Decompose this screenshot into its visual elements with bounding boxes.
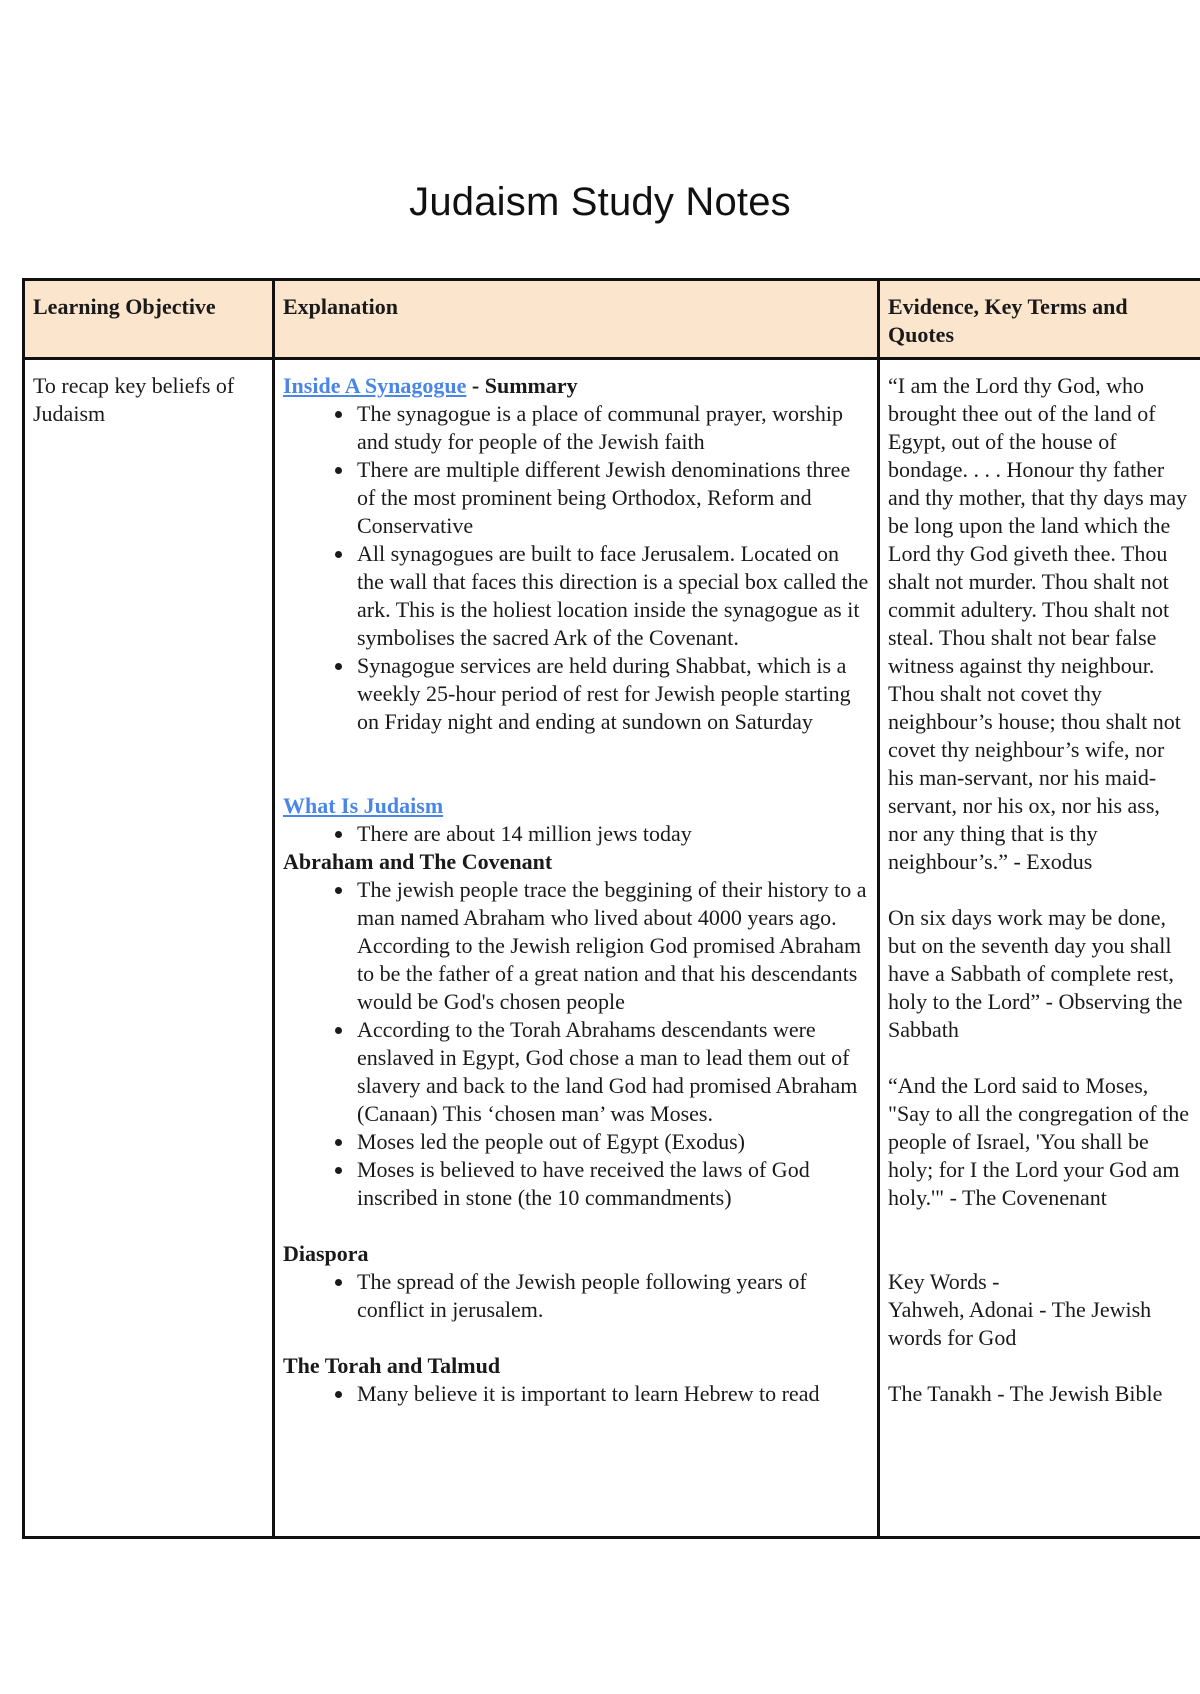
abraham-bullets [283,876,869,1212]
diaspora-bullets [283,1268,869,1324]
list-item: • Synagogue services are held during Shabbat, which is a weekly 25-hour period of rest for Jewish people starting on Friday night and ending at sundown on Saturday [355,652,869,736]
covenant-quote: “And the Lord said to Moses, "Say to all the congregation of the people of Israel, 'You shall be holy; for I the Lord your God am holy.'" - The Covenenant [888,1073,1190,1210]
header-learning-objective: Learning Objective [24,280,274,359]
torah-bullets [283,1380,869,1408]
torah-heading: The Torah and Talmud [283,1353,501,1378]
list-item: • The synagogue is a place of communal prayer, worship and study for people of the Jewish faith [355,400,869,456]
synagogue-bullets [283,400,869,736]
key-words-label: Key Words - [888,1269,1000,1294]
list-item: • There are about 14 million jews today [355,820,869,848]
list-item: • Many believe it is important to learn Hebrew to read [355,1380,869,1408]
table-row [24,359,1200,1538]
explanation-cell [274,359,879,1538]
list-item: • There are multiple different Jewish denominations three of the most prominent being Orthodox, Reform and Conservative [355,456,869,540]
summary-label: - Summary [466,373,578,398]
sabbath-quote: On six days work may be done, but on the seventh day you shall have a Sabbath of complete rest, holy to the Lord” - Observing the Sabbath [888,905,1183,1042]
list-item: • Moses led the people out of Egypt (Exodus) [355,1128,869,1156]
list-item: • Moses is believed to have received the laws of God inscribed in stone (the 10 commandments) [355,1156,869,1212]
abraham-heading: Abraham and The Covenant [283,849,553,874]
study-notes-table [22,278,1200,1539]
document-title: Judaism Study Notes [409,180,791,224]
table-header-row [24,280,1200,359]
header-explanation: Explanation [274,280,879,359]
synagogue-heading [283,372,869,400]
list-item: • The jewish people trace the beggining of their history to a man named Abraham who lived about 4000 years ago. According to the Jewish religion God promised Abraham to be the father of a great nation and that his descendants would be God's chosen people [355,876,869,1016]
diaspora-heading: Diaspora [283,1241,369,1266]
header-evidence: Evidence, Key Terms and Quotes [879,280,1200,359]
objective-text: To recap key beliefs of Judaism [33,373,235,426]
objective-cell [24,359,274,1538]
what-is-judaism-heading [283,792,869,820]
list-item: • According to the Torah Abrahams descendants were enslaved in Egypt, God chose a man to lead them out of slavery and back to the land God had promised Abraham (Canaan) This ‘chosen man’ was Moses. [355,1016,869,1128]
what-is-judaism-link[interactable]: What Is Judaism [283,793,444,818]
evidence-cell [879,359,1200,1538]
what-is-judaism-bullets [283,820,869,848]
tanakh-text: The Tanakh - The Jewish Bible [888,1381,1163,1406]
list-item: • All synagogues are built to face Jerusalem. Located on the wall that faces this direction is a special box called the ark. This is the holiest location inside the synagogue as it symbolises the sacred Ark of the Covenant. [355,540,869,652]
list-item: • The spread of the Jewish people following years of conflict in jerusalem. [355,1268,869,1324]
key-words-text: Yahweh, Adonai - The Jewish words for God [888,1297,1152,1350]
exodus-quote: “I am the Lord thy God, who brought thee out of the land of Egypt, out of the house of bondage. . . . Honour thy father and thy mother, that thy days may be long upon the land which the Lord thy God giveth thee. Thou shalt not murder. Thou shalt not commit adultery. Thou shalt not steal. Thou shalt not bear false witness against thy neighbour. Thou shalt not covet thy neighbour’s house; thou shalt not covet thy neighbour’s wife, nor his man-servant, nor his maid-servant, nor his ox, nor his ass, nor any thing that is thy neighbour’s.” - Exodus [888,373,1188,874]
inside-a-synagogue-link[interactable]: Inside A Synagogue [283,373,467,398]
